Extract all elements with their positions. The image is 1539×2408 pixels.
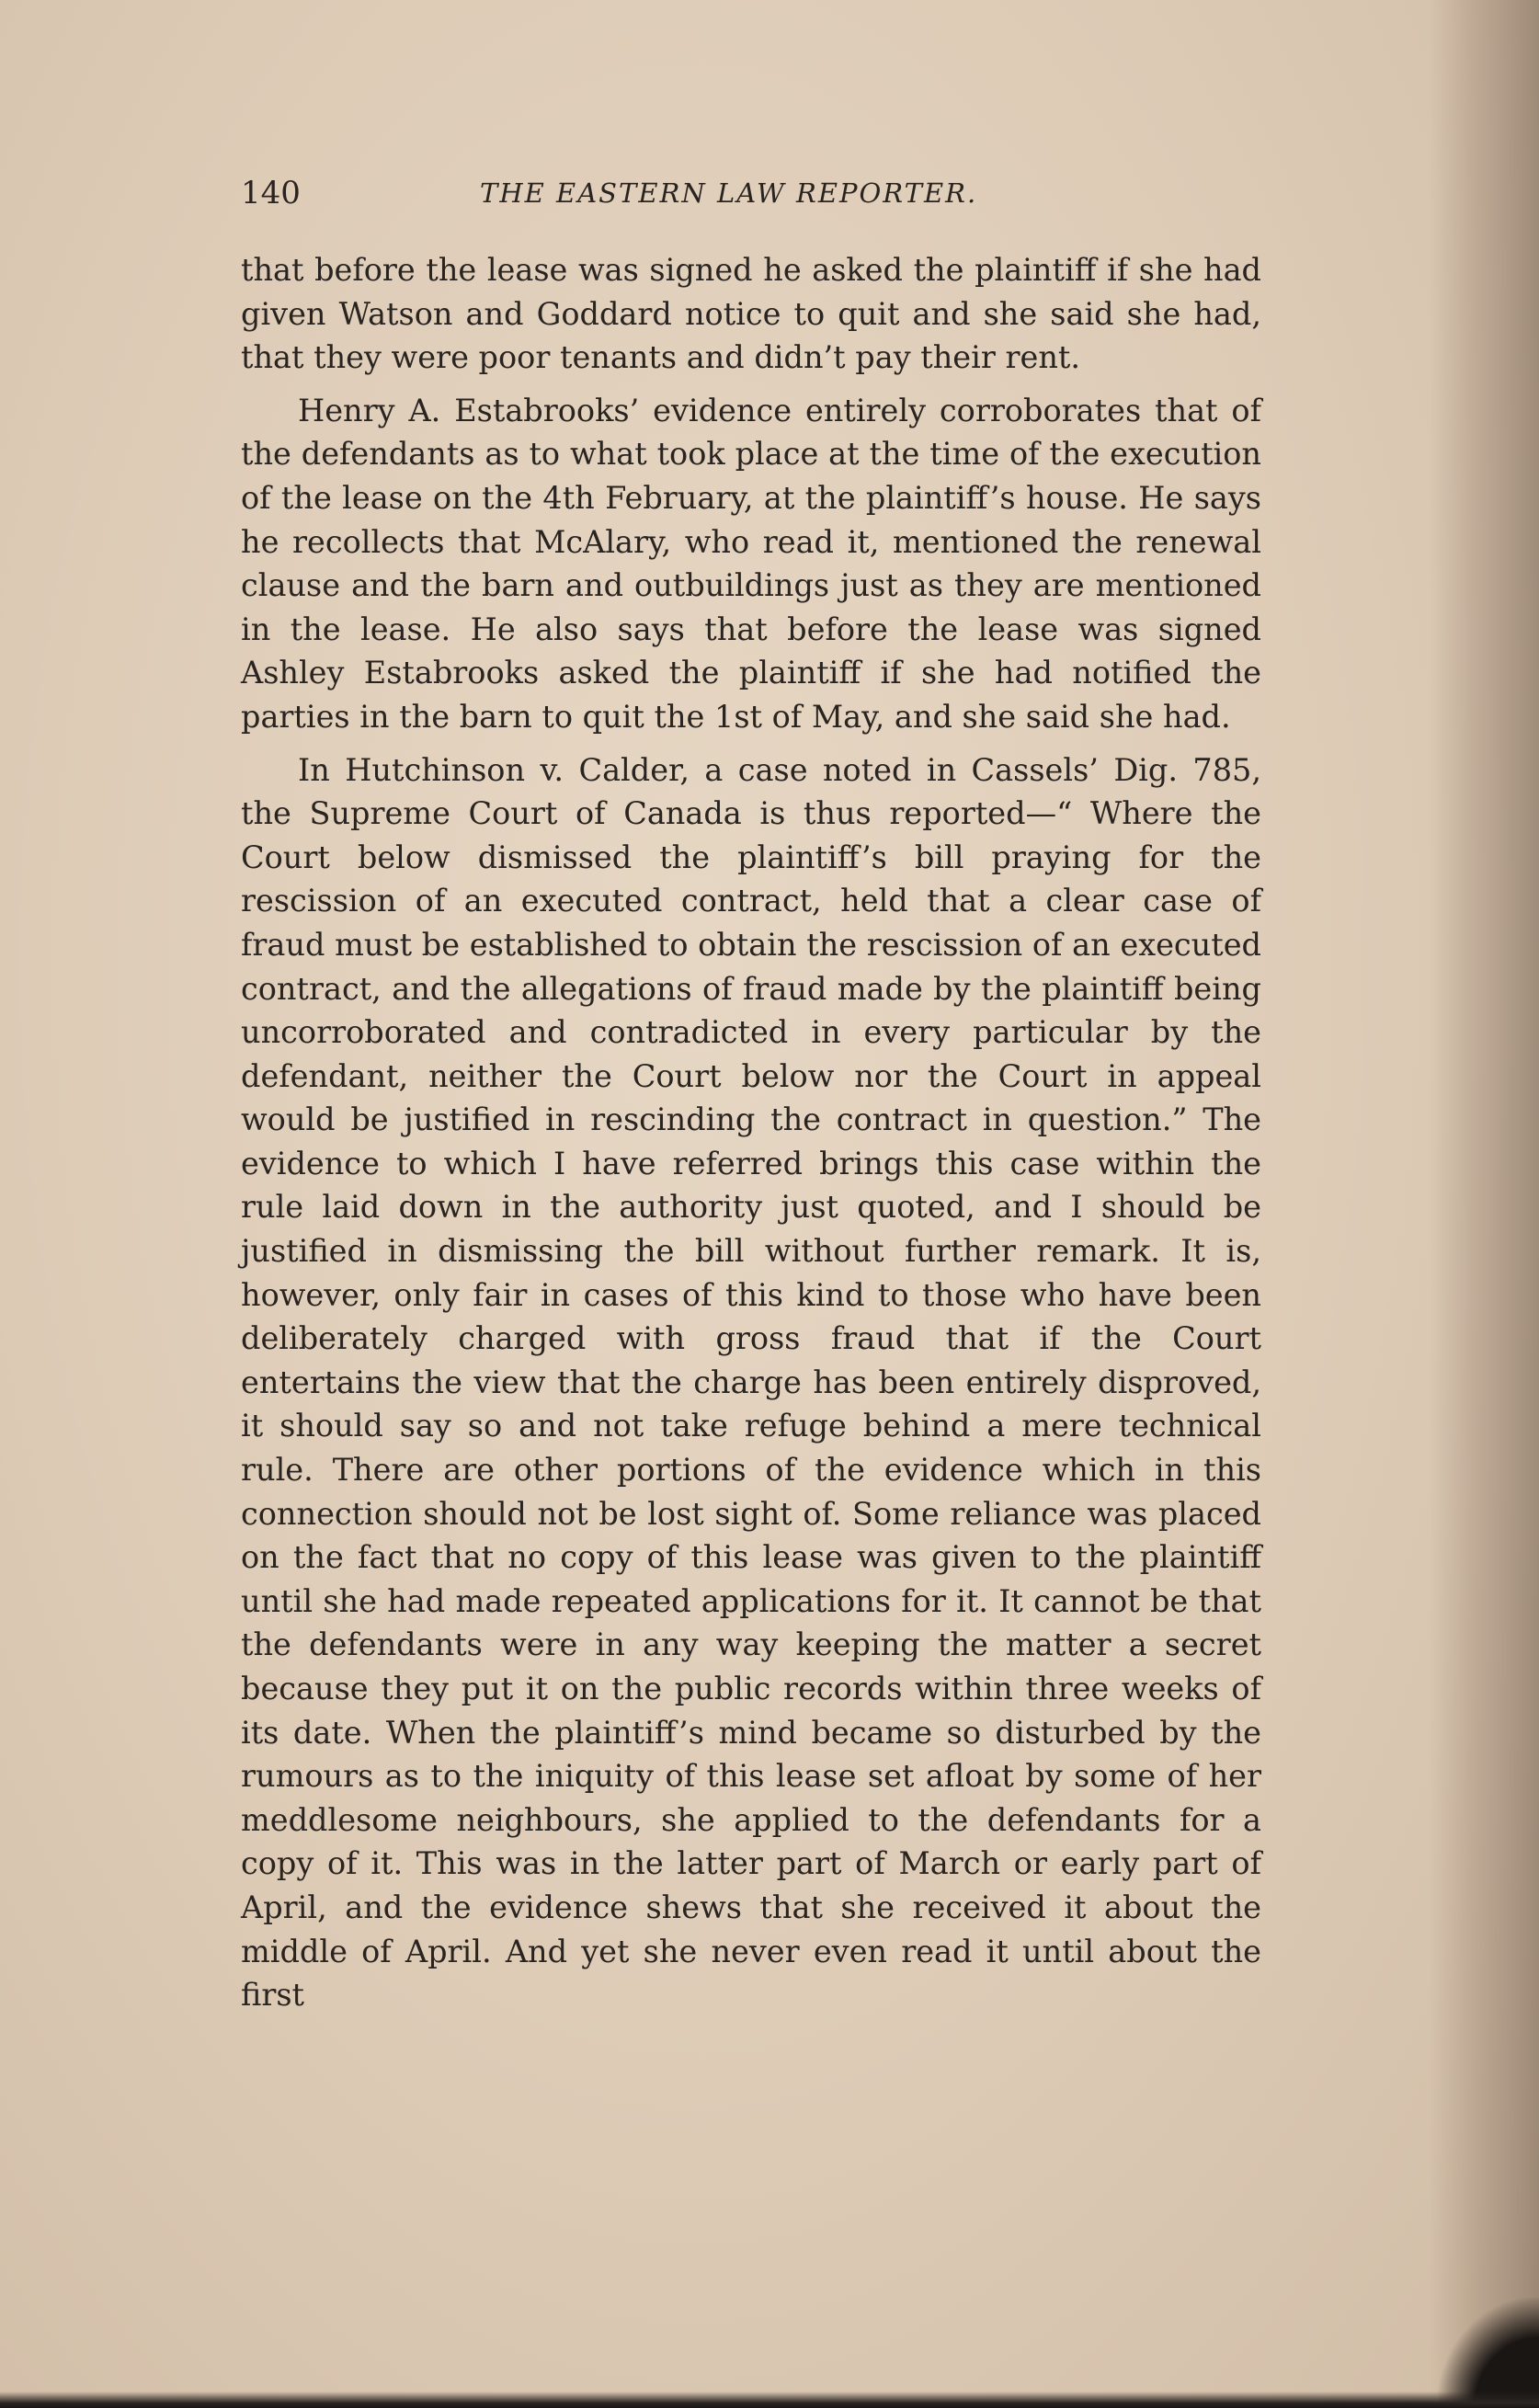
- paragraph: In Hutchinson v. Calder, a case noted in Cassels’ Dig. 785, the Supreme Court of Canada is thus reported—“ Where the Court below dismissed the plaintiff’s bill praying for the rescission of an executed contract, held that a clear case of fraud must be established to obtain the rescission of an executed contract, and the allegations of fraud made by the plaintiff being uncorroborated and contradicted in every particular by the defendant, neither the Court below nor the Court in appeal would be justified in rescinding the contract in question.” The evidence to which I have referred brings this case within the rule laid down in the authority just quoted, and I should be justified in dismissing the bill without further remark. It is, however, only fair in cases of this kind to those who have been deliberately charged with gross fraud that if the Court entertains the view that the charge has been entirely disproved, it should say so and not take refuge behind a mere technical rule. There are other portions of the evidence which in this connection should not be lost sight of. Some reliance was placed on the fact that no copy of this lease was given to the plaintiff until she had made repeated applications for it. It cannot be that the defendants were in any way keeping the matter a secret because they put it on the public records within three weeks of its date. When the plaintiff’s mind became so disturbed by the rumours as to the iniquity of this lease set afloat by some of her meddlesome neighbours, she applied to the defendants for a copy of it. This was in the latter part of March or early part of April, and the evidence shews that she received it about the middle of April. And yet she never even read it until about the first: [241, 751, 1261, 2014]
- paragraph: Henry A. Estabrooks’ evidence entirely corroborates that of the defendants as to what took place at the time of the execution of the lease on the 4th February, at the plaintiff’s house. He says he recollects that McAlary, who read it, mentioned the renewal clause and the barn and outbuildings just as they are mentioned in the lease. He also says that before the lease was signed Ashley Estabrooks asked the plaintiff if she had notified the parties in the barn to quit the 1st of May, and she said she had.: [241, 392, 1261, 735]
- paragraph: that before the lease was signed he asked the plaintiff if she had given Watson and Goddard notice to quit and she said she had, that they were poor tenants and didn’t pay their rent.: [241, 252, 1261, 376]
- page-header: [241, 173, 1261, 219]
- page-gutter-shadow: [1429, 0, 1539, 2408]
- page-number: 140: [241, 175, 301, 211]
- running-head: THE EASTERN LAW REPORTER.: [480, 177, 978, 209]
- page-bottom-edge: [0, 2391, 1539, 2408]
- body-text: [241, 248, 1261, 2026]
